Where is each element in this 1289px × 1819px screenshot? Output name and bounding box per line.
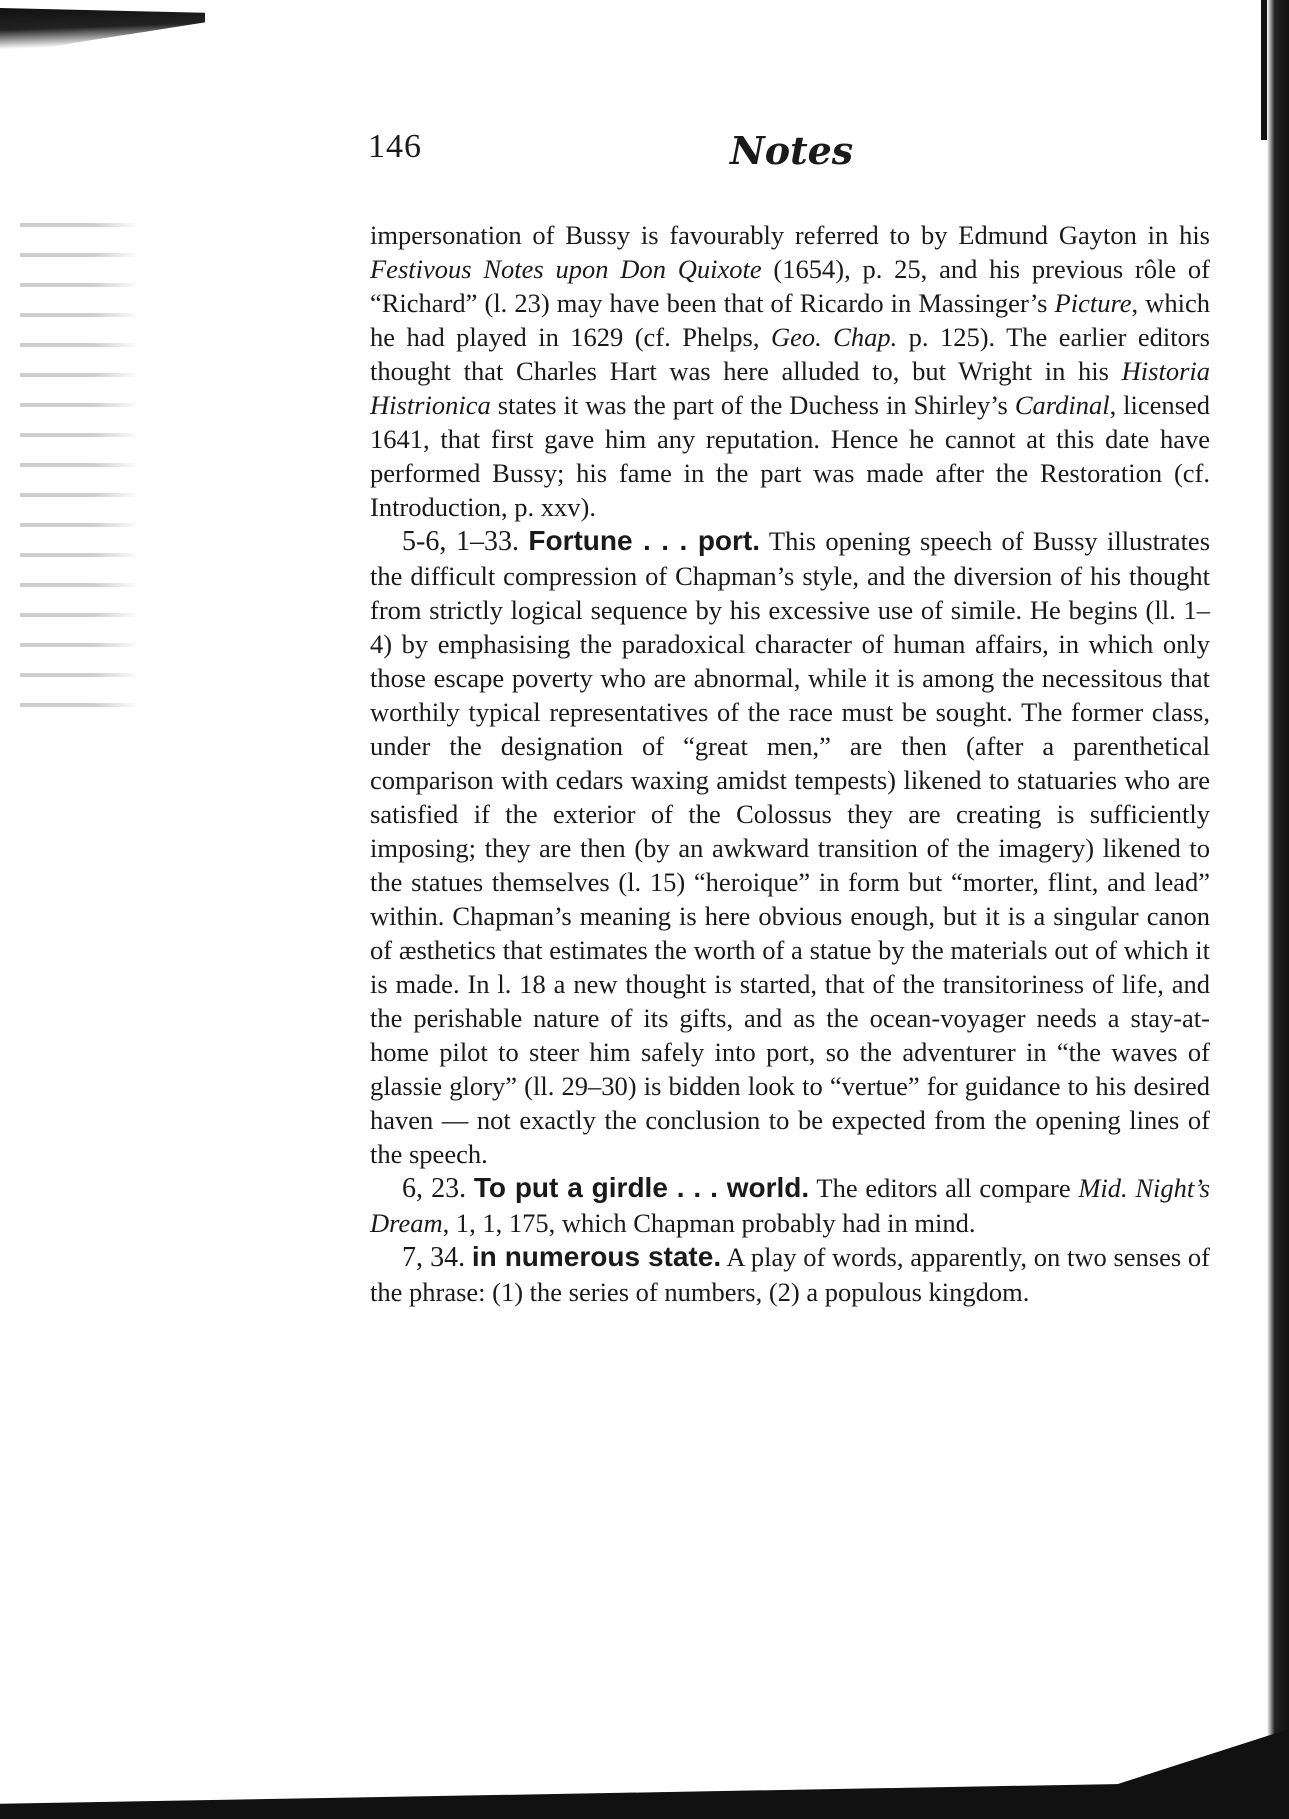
note-entry xyxy=(370,524,1210,1171)
scan-shadow-bottom xyxy=(0,1781,1289,1819)
italic-title: Geo. Chap. xyxy=(770,322,898,352)
note-entry xyxy=(370,1171,1210,1240)
page-header xyxy=(368,128,1128,188)
italic-title: Historia Histrionica xyxy=(370,356,1210,420)
continued-paragraph: impersonation of Bussy is favourably referred to by Edmund Gayton in his Festivous Notes upon Don Quixote (1654), p. 25, and his previous rôle of “Richard” (l. 23) may have been that of Ricardo in Massinger’s Picture, which he had played in 1629 (cf. Phelps, Geo. Chap. p. 125). The earlier editors thought that Charles Hart was here alluded to, but Wright in his Historia Histrionica states it was the part of the Duchess in Shirley’s Cardinal, licensed 1641, that first gave him any reputation. Hence he cannot at this date have performed Bussy; his fame in the part was made after the Restoration (cf. Introduction, p. xxv). xyxy=(370,220,1211,522)
note-text: The editors all compare Mid. Night’s Dream, 1, 1, 175, which Chapman probably had in mind. xyxy=(370,1173,1210,1238)
note-entry xyxy=(370,1240,1210,1309)
italic-title: Festivous Notes upon Don Quixote xyxy=(370,254,762,284)
running-head: Notes xyxy=(730,128,854,173)
scan-shadow-right-edge xyxy=(1267,0,1289,1819)
note-lemma: To put a girdle . . . world. xyxy=(473,1172,810,1203)
note-text: This opening speech of Bussy illustrates the difficult compression of Chapman’s style, and the diversion of his thought from strictly logical sequence by his excessive use of simile. He begins (ll. 1–4) by emphasising the paradoxical character of human affairs, in which only those escape poverty who are abnormal, while it is among the necessitous that worthily typical representatives of the race must be sought. The former class, under the designation of “great men,” are then (after a parenthetical comparison with cedars waxing amidst tempests) likened to statuaries who are satisfied if the exterior of the Colossus they are creating is sufficiently imposing; they are then (by an awkward transition of the imagery) likened to the statues themselves (l. 15) “heroique” in form but “morter, flint, and lead” within. Chapman’s meaning is here obvious enough, but it is a singular canon of æsthetics that estimates the worth of a statue by the materials out of which it is made. In l. 18 a new thought is started, that of the transitoriness of life, and the perishable nature of its gifts, and as the ocean-voyager needs a stay-at-home pilot to steer him safely into port, so the adventurer in “the waves of glassie glory” (ll. 29–30) is bidden look to “vertue” for guidance to his desired haven — not exactly the conclusion to be expected from the opening lines of the speech. xyxy=(370,526,1211,1169)
note-text: A play of words, apparently, on two senses of the phrase: (1) the series of numbers, (2) a populous kingdom. xyxy=(370,1242,1211,1307)
note-reference: 7, 34. xyxy=(402,1242,466,1273)
note-lemma: Fortune . . . port. xyxy=(528,525,761,556)
italic-title: Picture xyxy=(1054,288,1132,318)
page-number: 146 xyxy=(368,128,422,165)
scan-shadow-top-left xyxy=(0,8,205,56)
note-reference: 5-6, 1–33. xyxy=(402,526,520,557)
bleed-through-marks xyxy=(20,205,140,725)
notes-body xyxy=(370,218,1210,1309)
note-reference: 6, 23. xyxy=(402,1173,467,1204)
italic-title: Cardinal xyxy=(1014,390,1110,420)
note-lemma: in numerous state. xyxy=(471,1241,722,1272)
italic-title: Mid. Night’s Dream xyxy=(370,1173,1210,1238)
